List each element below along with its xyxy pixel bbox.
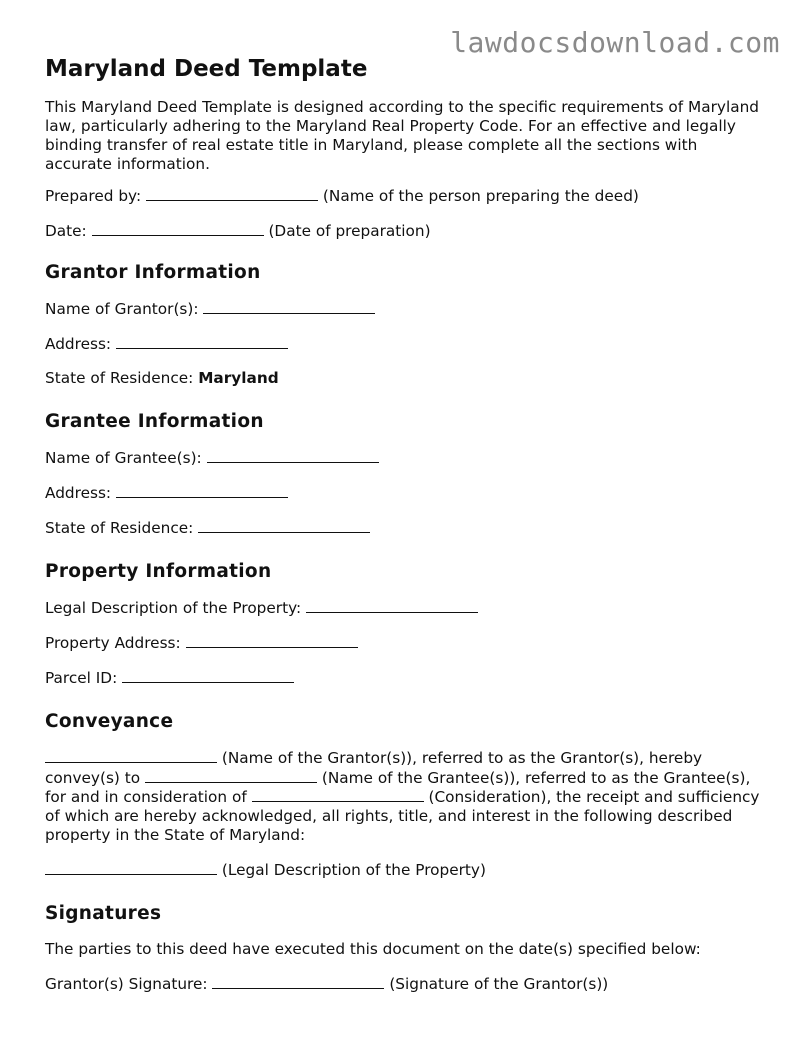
conveyance-paragraph [45, 748, 765, 845]
grantor-state-row [45, 369, 765, 388]
grantor-name-blank[interactable] [203, 299, 375, 314]
signatures-text: The parties to this deed have executed this document on the date(s) specified below: [45, 939, 701, 958]
conveyance-legal-row [45, 860, 765, 880]
date-row [45, 221, 765, 241]
signatures-heading: Signatures [45, 902, 162, 924]
grantee-name-row [45, 448, 765, 468]
conveyance-text-part1: (Name of the Grantor(s)), referred to as the Grantor(s), hereby convey(s) to [45, 749, 703, 787]
grantor-name-row [45, 299, 765, 319]
grantor-address-row [45, 334, 765, 354]
legal-description-label: Legal Description of the Property: [45, 599, 302, 617]
conveyance-grantor-blank[interactable] [45, 748, 217, 763]
grantor-signature-note: (Signature of the Grantor(s)) [389, 974, 609, 993]
grantor-heading: Grantor Information [45, 262, 261, 283]
prepared-by-label: Prepared by: [45, 187, 142, 205]
property-heading: Property Information [45, 561, 272, 582]
document-page [45, 54, 765, 1009]
parcel-id-row [45, 668, 765, 688]
date-note: (Date of preparation) [268, 222, 431, 240]
conveyance-consideration-blank[interactable] [252, 787, 424, 802]
grantee-address-label: Address: [45, 484, 112, 502]
date-label: Date: [45, 222, 87, 240]
grantee-state-blank[interactable] [198, 518, 370, 533]
conveyance-heading: Conveyance [45, 711, 174, 732]
parcel-id-blank[interactable] [122, 668, 294, 683]
conveyance-legal-blank[interactable] [45, 860, 217, 875]
grantor-signature-blank[interactable] [212, 974, 384, 989]
prepared-by-row [45, 186, 765, 206]
conveyance-legal-note: (Legal Description of the Property) [221, 860, 486, 879]
conveyance-grantee-blank[interactable] [145, 768, 317, 783]
date-blank[interactable] [92, 221, 264, 236]
grantor-signature-row [45, 974, 765, 994]
watermark: lawdocsdownload.com [450, 26, 780, 59]
grantor-name-label: Name of Grantor(s): [45, 300, 199, 318]
conveyance-text-part3: (Consideration), the receipt and sufficiency of which are hereby acknowledged, all rights, title, and interest in the following described property in the State of Maryland: [45, 788, 760, 844]
grantor-signature-label: Grantor(s) Signature: [45, 974, 208, 993]
grantor-state-label: State of Residence: [45, 369, 194, 387]
legal-description-blank[interactable] [306, 598, 478, 613]
grantee-heading: Grantee Information [45, 411, 264, 432]
property-address-row [45, 633, 765, 653]
grantee-name-blank[interactable] [207, 448, 379, 463]
grantor-state-value: Maryland [198, 369, 279, 387]
grantee-address-row [45, 483, 765, 503]
intro-paragraph: This Maryland Deed Template is designed according to the specific requirements of Maryland law, particularly adhering to the Maryland Real Property Code. For an effective and legally binding transfer of real estate title in Maryland, please complete all the sections with accurate information. [45, 98, 759, 173]
parcel-id-label: Parcel ID: [45, 669, 118, 687]
grantee-state-row [45, 518, 765, 538]
grantee-address-blank[interactable] [116, 483, 288, 498]
prepared-by-blank[interactable] [146, 186, 318, 201]
grantee-state-label: State of Residence: [45, 519, 194, 537]
grantee-name-label: Name of Grantee(s): [45, 449, 202, 467]
legal-description-row [45, 598, 765, 618]
prepared-by-note: (Name of the person preparing the deed) [322, 187, 639, 205]
grantor-address-label: Address: [45, 335, 112, 353]
grantor-address-blank[interactable] [116, 334, 288, 349]
page-title: Maryland Deed Template [45, 56, 368, 82]
property-address-blank[interactable] [186, 633, 358, 648]
property-address-label: Property Address: [45, 634, 181, 652]
conveyance-text-part2: (Name of the Grantee(s)), referred to as the Grantee(s), for and in consideration of [45, 768, 751, 807]
